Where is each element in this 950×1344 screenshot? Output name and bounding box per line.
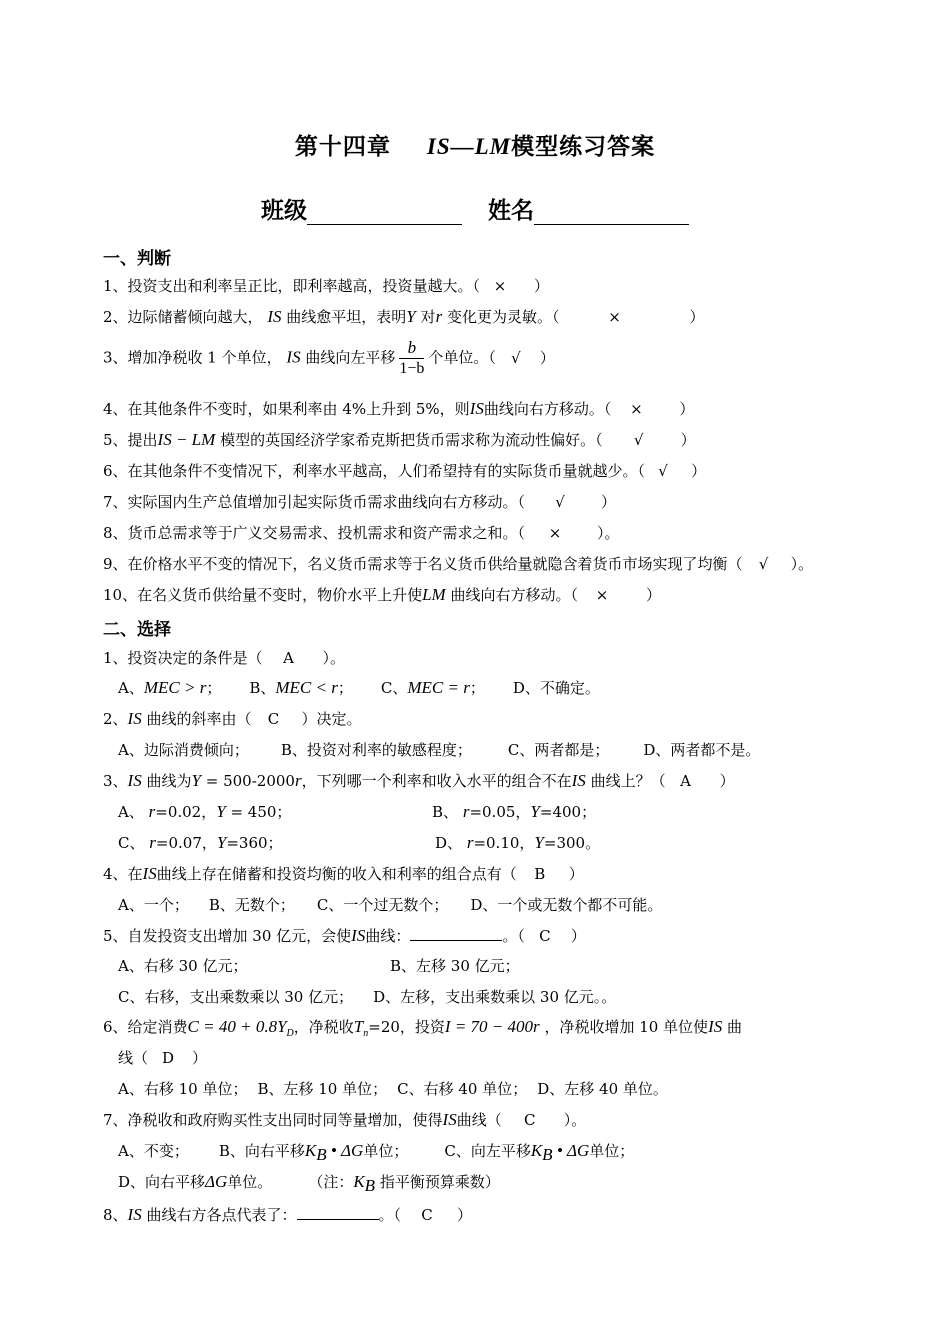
- choice-q3-answer: A: [680, 772, 691, 790]
- judge-q1-answer: ×: [493, 277, 507, 295]
- title-rest: 模型练习答案: [511, 133, 656, 160]
- judge-q9: 9、在价格水平不变的情况下，名义货币需求等于名义货币供给量就隐含着货币市场实现了均衡（ √ ）。: [103, 555, 814, 573]
- title-chapter: 第十四章: [294, 133, 391, 160]
- class-name-line: [0, 192, 950, 225]
- choice-q1-options: A、MEC > r； B、MEC < r； C、MEC = r； D、不确定。: [118, 678, 600, 697]
- judge-q8-answer: ×: [548, 524, 562, 542]
- judge-q3: 3、增加净税收 1 个单位， IS 曲线向左平移 $\frac{b}{1-b}$ 个单位。（ √ ）: [103, 338, 555, 377]
- judge-q9-answer: √: [758, 555, 769, 573]
- judge-q2: 2、边际储蓄倾向越大， IS 曲线愈平坦，表明Y 对r 变化更为灵敏。（ × ）: [103, 307, 705, 326]
- choice-q4-answer: B: [534, 865, 546, 883]
- choice-q5: 5、自发投资支出增加 30 亿元，会使IS曲线： 。（ C ）: [103, 926, 586, 945]
- judge-q6-answer: √: [658, 462, 668, 480]
- judge-q1: 1、投资支出和利率呈正比，即利率越高，投资量越大。（ × ）: [103, 277, 550, 295]
- name-blank[interactable]: [534, 200, 689, 225]
- choice-q1: 1、投资决定的条件是（ A ）。: [103, 649, 346, 667]
- judge-q7-answer: √: [555, 493, 565, 511]
- choice-q5-option-b: B、左移 30 亿元；: [390, 957, 520, 975]
- choice-q7-answer: C: [523, 1111, 536, 1129]
- choice-q2: 2、IS 曲线的斜率由（ C ）决定。: [103, 709, 362, 728]
- choice-q5-option-a: A、右移 30 亿元；: [118, 957, 248, 975]
- choice-q8-blank[interactable]: [297, 1204, 379, 1220]
- judge-q5-answer: √: [633, 431, 644, 449]
- judge-q10-answer: ×: [595, 586, 609, 604]
- judge-q7: 7、实际国内生产总值增加引起实际货币需求曲线向右方移动。（ √ ）: [103, 493, 617, 511]
- choice-q3: 3、IS 曲线为Y = 500-2000r，下列哪一个利率和收入水平的组合不在IS 曲线上？（ A ）: [103, 771, 735, 790]
- choice-q8: 8、IS 曲线右方各点代表了： 。（ C ）: [103, 1205, 473, 1224]
- choice-q6-options: A、右移 10 单位； B、左移 10 单位； C、右移 40 单位； D、左移 40 单位。: [118, 1080, 668, 1098]
- section-choice: 二、选择: [103, 620, 171, 640]
- choice-q1-answer: A: [283, 649, 294, 667]
- judge-q8: 8、货币总需求等于广义交易需求、投机需求和资产需求之和。（ × ）。: [103, 524, 620, 542]
- choice-q3-option-a: A、 r=0.02，Y = 450；: [118, 802, 292, 821]
- choice-q6-answer: D: [162, 1049, 175, 1067]
- page-title: [0, 128, 950, 161]
- choice-q2-options: A、边际消费倾向； B、投资对利率的敏感程度； C、两者都是； D、两者都不是。: [118, 741, 761, 759]
- choice-q3-option-d: D、 r=0.10，Y=300。: [435, 833, 601, 852]
- choice-q5-options-cd: C、右移，支出乘数乘以 30 亿元； D、左移，支出乘数乘以 30 亿元。。: [118, 988, 617, 1006]
- choice-q5-blank[interactable]: [410, 925, 502, 941]
- class-blank[interactable]: [307, 200, 462, 225]
- choice-q7: 7、净税收和政府购买性支出同时同等量增加，使得IS曲线（ C ）。: [103, 1110, 587, 1129]
- choice-q4-options: A、一个； B、无数个； C、一个过无数个； D、一个或无数个都不可能。: [118, 896, 663, 914]
- fraction: $\frac{b}{1-b}$: [399, 338, 425, 377]
- judge-q10: 10、在名义货币供给量不变时，物价水平上升使LM 曲线向右方移动。（ × ）: [103, 585, 662, 604]
- judge-q2-answer: ×: [608, 308, 621, 326]
- judge-q4: 4、在其他条件不变时，如果利率由 4%上升到 5%，则IS曲线向右方移动。（ × ）: [103, 399, 695, 418]
- judge-q3-answer: √: [511, 348, 521, 367]
- choice-q7-options-abc: A、不变； B、向右平移$K_B$ • ΔG单位； C、向左平移$K_B$ • ΔG单位；: [118, 1141, 635, 1164]
- choice-q3-option-c: C、 r=0.07，Y=360；: [118, 833, 283, 852]
- choice-q3-option-b: B、 r=0.05，Y=400；: [432, 802, 597, 821]
- name-label: 姓名: [488, 197, 535, 224]
- title-model: IS—LM: [426, 134, 512, 159]
- choice-q6: 6、给定消费$C = 40 + 0.8Y_D$，净税收$T_n=20$，投资I = 70 − 400r ，净税收增加 10 单位使IS 曲: [103, 1017, 743, 1039]
- choice-q2-answer: C: [267, 710, 280, 728]
- section-judge: 一、判断: [103, 249, 171, 269]
- choice-q7-option-d: D、向右平移ΔG单位。 （注：$K_B$ 指平衡预算乘数）: [118, 1172, 500, 1195]
- judge-q5: 5、提出IS − LM 模型的英国经济学家希克斯把货币需求称为流动性偏好。（ √ ）: [103, 430, 696, 449]
- choice-q6-line2: 线（ D ）: [118, 1049, 208, 1067]
- choice-q5-answer: C: [539, 927, 551, 945]
- class-label: 班级: [260, 197, 307, 224]
- choice-q8-answer: C: [421, 1206, 433, 1224]
- judge-q6: 6、在其他条件不变情况下，利率水平越高，人们希望持有的实际货币量就越少。（ √ ）: [103, 462, 707, 480]
- choice-q4: 4、在IS曲线上存在储蓄和投资均衡的收入和利率的组合点有（ B ）: [103, 864, 584, 883]
- judge-q4-answer: ×: [630, 400, 643, 418]
